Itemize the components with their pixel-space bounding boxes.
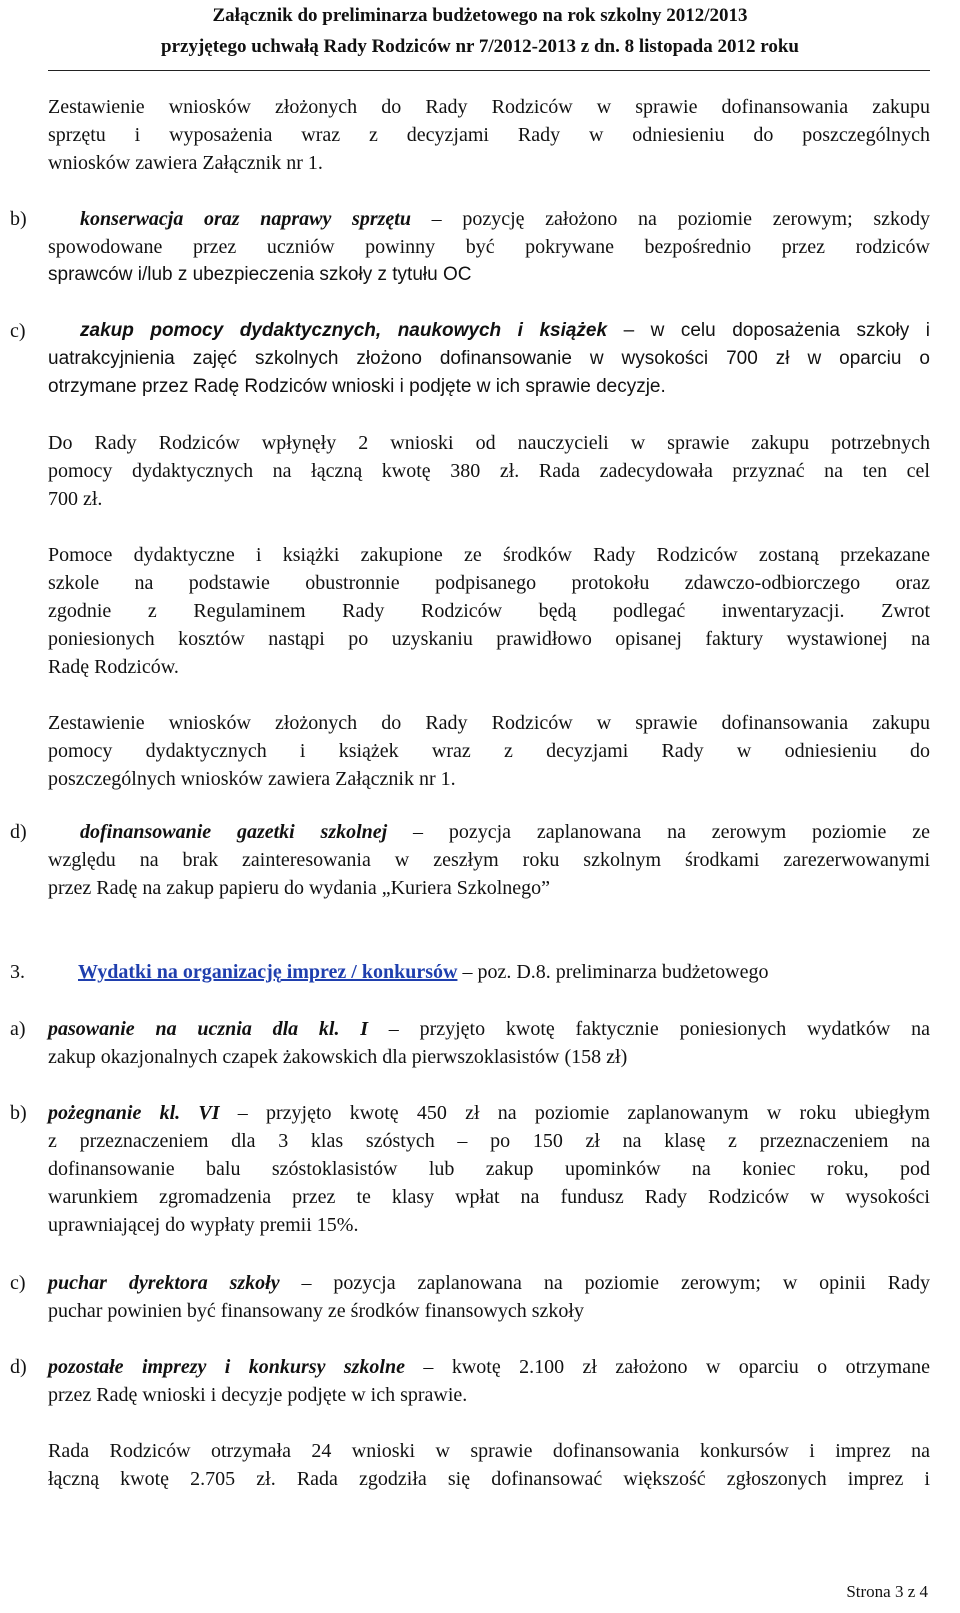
item-d-title: dofinansowanie gazetki szkolnej — [80, 821, 388, 843]
s3-b-line-1 — [48, 1099, 930, 1127]
intro-line-2: sprzętu i wyposażenia wraz z decyzjami Rady w odniesieniu do poszczególnych — [48, 124, 930, 146]
item-d-line-3: przez Radę na zakup papieru do wydania „Kuriera Szkolnego” — [48, 877, 551, 899]
item-c-p3-line-2: szkole na podstawie obustronnie podpisanego protokołu zdawczo-odbiorczego oraz — [48, 572, 930, 594]
s3-c-line-1 — [48, 1269, 930, 1297]
s3-a-marker: a) — [10, 1018, 26, 1040]
s3-b-line-1-rest: – przyjęto kwotę 450 zł na poziomie zaplanowanym w roku ubiegłym — [219, 1102, 930, 1124]
item-c-p4-line-1: Zestawienie wniosków złożonych do Rady Rodziców w sprawie dofinansowania zakupu — [48, 712, 930, 734]
s3-d-title: pozostałe imprezy i konkursy szkolne — [48, 1356, 405, 1378]
s3-a-line-1-rest: – przyjęto kwotę faktycznie poniesionych wydatków na — [368, 1018, 930, 1040]
item-c-p3-line-5: Radę Rodziców. — [48, 656, 179, 678]
item-c-p3-line-1: Pomoce dydaktyczne i książki zakupione ze środków Rady Rodziców zostaną przekazane — [48, 544, 930, 566]
intro-line-3: wniosków zawiera Załącznik nr 1. — [48, 152, 323, 174]
item-c-title: zakup pomocy dydaktycznych, naukowych i książek — [80, 320, 608, 341]
item-c-line-3: otrzymane przez Radę Rodziców wnioski i podjęte w ich sprawie decyzje. — [48, 376, 666, 397]
item-c-line-2: uatrakcyjnienia zajęć szkolnych złożono dofinansowanie w wysokości 700 zł w oparciu o — [48, 348, 930, 369]
s3-b-title: pożegnanie kl. VI — [48, 1102, 220, 1124]
s3-c-marker: c) — [10, 1272, 26, 1294]
item-c-p3-line-3: zgodnie z Regulaminem Rady Rodziców będą podlegać inwentaryzacji. Zwrot — [48, 600, 930, 622]
item-b-line-3: sprawców i/lub z ubezpieczenia szkoły z tytułu OC — [48, 264, 472, 285]
s3-d-p2-line-2: łączną kwotę 2.705 zł. Rada zgodziła się dofinansować większość zgłoszonych imprez i — [48, 1468, 930, 1490]
section-3-heading — [78, 958, 930, 986]
item-c-p2-line-1: Do Rady Rodziców wpłynęły 2 wnioski od nauczycieli w sprawie zakupu potrzebnych — [48, 432, 930, 454]
item-c-line-1-rest: – w celu doposażenia szkoły i — [607, 320, 930, 341]
s3-d-marker: d) — [10, 1356, 27, 1378]
s3-b-marker: b) — [10, 1102, 27, 1124]
item-c-p4-line-2: pomocy dydaktycznych i książek wraz z decyzjami Rady w odniesieniu do — [48, 740, 930, 762]
header-line-2: przyjętego uchwałą Rady Rodziców nr 7/2012-2013 z dn. 8 listopada 2012 roku — [161, 36, 799, 57]
header-line-1: Załącznik do preliminarza budżetowego na rok szkolny 2012/2013 — [212, 5, 748, 26]
item-c-p2-line-2: pomocy dydaktycznych na łączną kwotę 380 zł. Rada zadecydowała przyznać na ten cel — [48, 460, 930, 482]
section-3-link[interactable]: Wydatki na organizację imprez / konkursów — [78, 961, 458, 983]
item-d-marker: d) — [10, 821, 27, 843]
item-c-marker: c) — [10, 320, 26, 342]
item-d-line-2: względu na brak zainteresowania w zeszłym roku szkolnym środkami zarezerwowanymi — [48, 849, 930, 871]
intro-line-1: Zestawienie wniosków złożonych do Rady Rodziców w sprawie dofinansowania zakupu — [48, 96, 930, 118]
header-divider — [48, 70, 930, 71]
item-d-line-1 — [80, 818, 930, 846]
s3-d-line-2: przez Radę wnioski i decyzje podjęte w ich sprawie. — [48, 1384, 468, 1406]
item-c-line-1 — [80, 317, 930, 345]
document-header — [0, 0, 960, 62]
s3-c-line-1-rest: – pozycja zaplanowana na poziomie zerowym; w opinii Rady — [279, 1272, 930, 1294]
item-b-title: konserwacja oraz naprawy sprzętu — [80, 208, 411, 230]
item-d-line-1-rest: – pozycja zaplanowana na zerowym poziomie ze — [387, 821, 930, 843]
item-c-p2-line-3: 700 zł. — [48, 488, 103, 510]
item-b-line-1 — [80, 205, 930, 233]
section-3-number: 3. — [10, 961, 25, 983]
section-3-heading-rest: – poz. D.8. preliminarza budżetowego — [457, 961, 769, 983]
item-b-line-1-rest: – pozycję założono na poziomie zerowym; szkody — [410, 208, 931, 230]
s3-b-line-5: uprawniającej do wypłaty premii 15%. — [48, 1214, 359, 1236]
item-c-p4-line-3: poszczególnych wniosków zawiera Załącznik nr 1. — [48, 768, 456, 790]
s3-b-line-3: dofinansowanie balu szóstoklasistów lub zakup upominków na koniec roku, pod — [48, 1158, 930, 1180]
s3-b-line-2: z przeznaczeniem dla 3 klas szóstych – po 150 zł na klasę z przeznaczeniem na — [48, 1130, 930, 1152]
s3-a-line-2: zakup okazjonalnych czapek żakowskich dla pierwszoklasistów (158 zł) — [48, 1046, 628, 1068]
s3-c-line-2: puchar powinien być finansowany ze środków finansowych szkoły — [48, 1300, 584, 1322]
s3-d-line-1 — [48, 1353, 930, 1381]
item-b-marker: b) — [10, 208, 27, 230]
s3-d-p2-line-1: Rada Rodziców otrzymała 24 wnioski w sprawie dofinansowania konkursów i imprez na — [48, 1440, 930, 1462]
s3-a-line-1 — [48, 1015, 930, 1043]
s3-b-line-4: warunkiem zgromadzenia przez te klasy wpłat na fundusz Rady Rodziców w wysokości — [48, 1186, 930, 1208]
s3-d-line-1-rest: – kwotę 2.100 zł założono w oparciu o otrzymane — [405, 1356, 930, 1378]
s3-c-title: puchar dyrektora szkoły — [48, 1272, 280, 1294]
s3-a-title: pasowanie na ucznia dla kl. I — [48, 1018, 369, 1040]
page-number: Strona 3 z 4 — [846, 1582, 928, 1601]
item-b-line-2: spowodowane przez uczniów powinny być pokrywane bezpośrednio przez rodziców — [48, 236, 930, 258]
item-c-p3-line-4: poniesionych kosztów nastąpi po uzyskaniu prawidłowo opisanej faktury wystawionej na — [48, 628, 930, 650]
